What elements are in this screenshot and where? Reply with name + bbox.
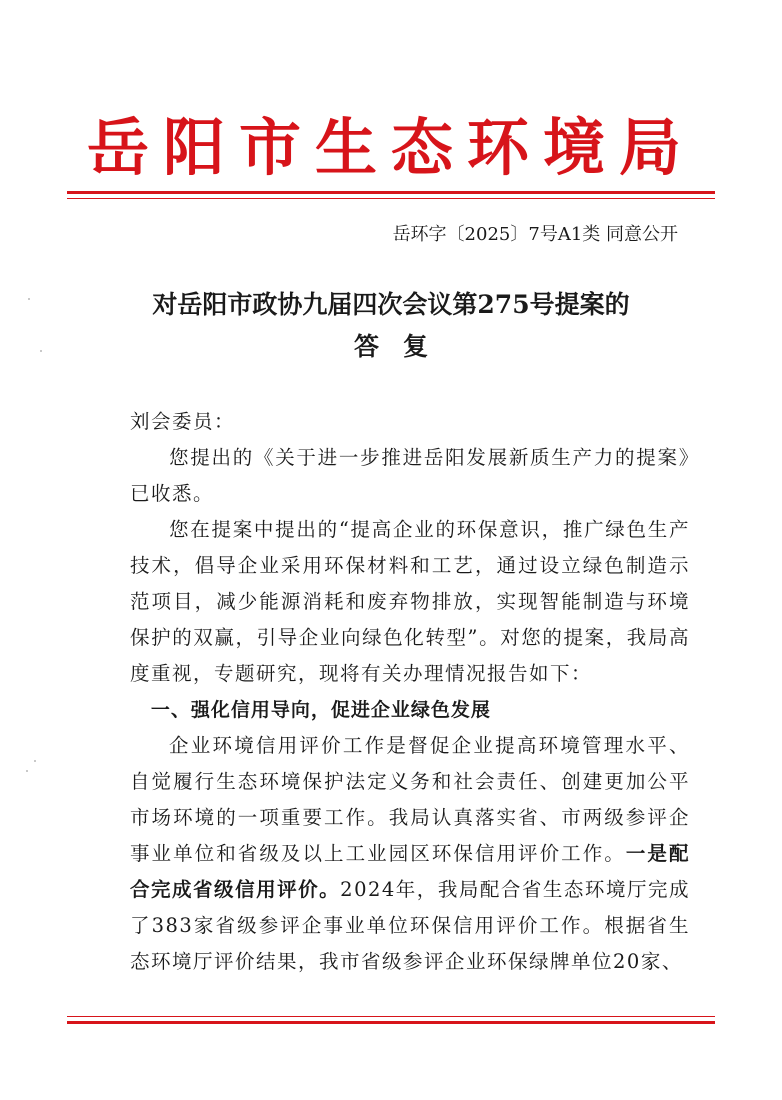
document-title-line1: 对岳阳市政协九届四次会议第275号提案的 bbox=[152, 290, 630, 319]
section-heading-1: 一、强化信用导向，促进企业绿色发展 bbox=[150, 699, 491, 721]
document-number: 岳环字〔2025〕7号A1类 同意公开 bbox=[392, 224, 678, 245]
masthead-rule-thick bbox=[67, 191, 715, 194]
scan-speck bbox=[34, 760, 36, 762]
scan-speck bbox=[28, 298, 30, 300]
scan-speck bbox=[40, 350, 42, 352]
paragraph-proposal-summary: 您在提案中提出的“提高企业的环保意识，推广绿色生产技术，倡导企业采用环保材料和工艺，通过设立绿色制造示范项目，减少能源消耗和废弃物排放，实现智能制造与环境保护的双赢，引导企业向绿色化转型”。对您的提案，我局高度重视，专题研究，现将有关办理情况报告如下： bbox=[130, 518, 690, 685]
paragraph-credit-evaluation bbox=[130, 728, 690, 980]
paragraph-acknowledgement: 您提出的《关于进一步推进岳阳发展新质生产力的提案》已收悉。 bbox=[130, 446, 690, 505]
paragraph-credit-evaluation-part2: 2024年，我局配合省生态环境厅完成了383家省级参评企事业单位环保信用评价工作。根据省生态环境厅评价结果，我市省级参评企业环保绿牌单位20家、 bbox=[130, 878, 690, 973]
paragraph-credit-evaluation-part1: 企业环境信用评价工作是督促企业提高环境管理水平、自觉履行生态环境保护法定义务和社会责任、创建更加公平市场环境的一项重要工作。我局认真落实省、市两级参评企事业单位和省级及以上工业园区环保信用评价工作。 bbox=[130, 734, 690, 865]
document-title-line2: 答复 bbox=[353, 332, 452, 361]
addressee: 刘会委员： bbox=[130, 410, 236, 433]
masthead-organization: 岳阳市生态环境局 bbox=[86, 111, 695, 184]
scan-speck bbox=[26, 770, 28, 772]
paragraph-credit-evaluation-bold: 一是配合完成省级信用评价。 bbox=[130, 842, 690, 901]
footer-rule-thin bbox=[67, 1016, 715, 1017]
footer-rule-thick bbox=[67, 1021, 715, 1024]
masthead-rule-thin bbox=[67, 198, 715, 199]
